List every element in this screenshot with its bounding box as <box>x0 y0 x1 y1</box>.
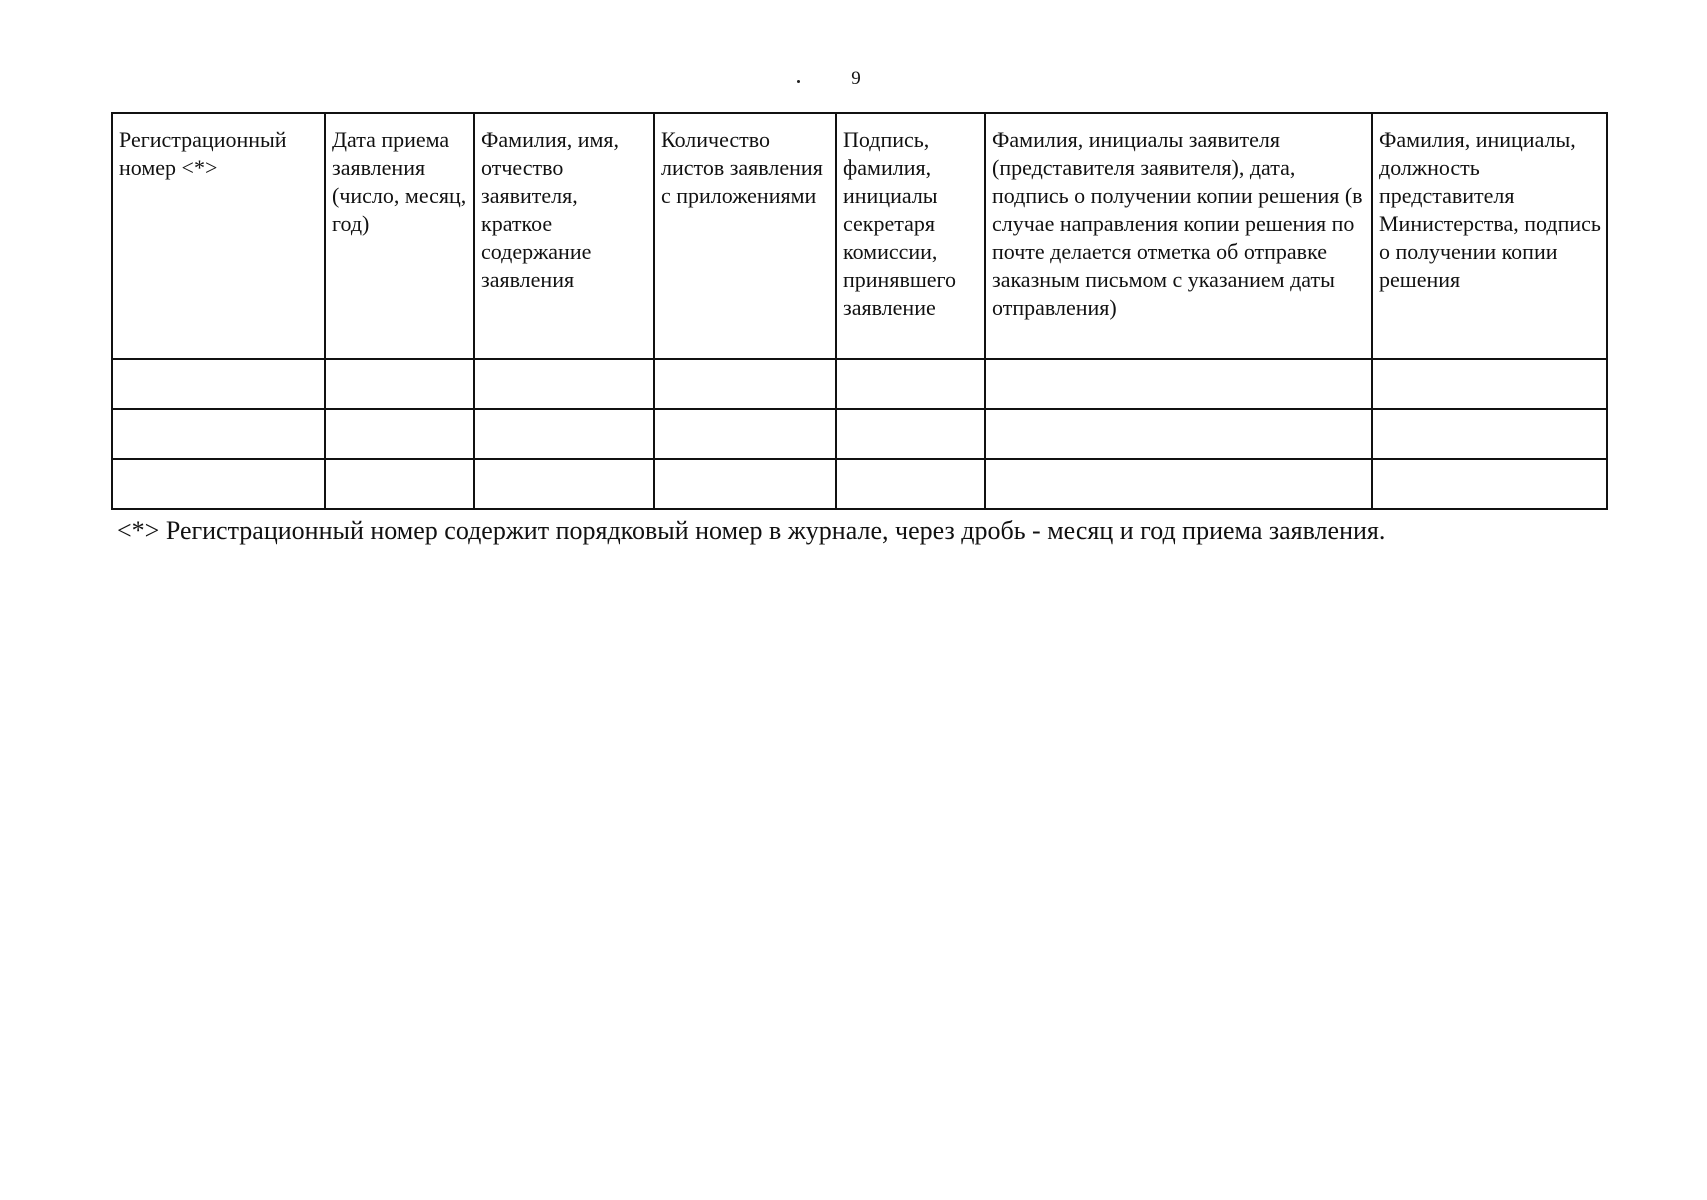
table-cell <box>325 409 474 459</box>
table-cell <box>836 359 985 409</box>
table-cell <box>325 359 474 409</box>
table-cell <box>654 409 836 459</box>
table-cell <box>325 459 474 509</box>
scan-dot-mark <box>797 80 800 83</box>
table-cell <box>985 359 1372 409</box>
table-cell <box>1372 359 1607 409</box>
table-row <box>112 359 1607 409</box>
footnote: <*> Регистрационный номер содержит порядковый номер в журнале, через дробь - месяц и год приема заявления. <box>117 516 1386 545</box>
column-header-registration-number: Регистрационный номер <*> <box>112 113 325 359</box>
table-cell <box>654 459 836 509</box>
table-cell <box>654 359 836 409</box>
table-row <box>112 459 1607 509</box>
table-cell <box>836 459 985 509</box>
table-cell <box>985 459 1372 509</box>
table-cell <box>112 409 325 459</box>
column-header-applicant-receipt: Фамилия, инициалы заявителя (представителя заявителя), дата, подпись о получении копии решения (в случае направления копии решения по почте делается отметка об отправке заказным письмом с указанием даты отправления) <box>985 113 1372 359</box>
column-header-sheet-count: Количество листов заявления с приложениями <box>654 113 836 359</box>
table-cell <box>836 409 985 459</box>
column-header-secretary-signature: Подпись, фамилия, инициалы секретаря комиссии, принявшего заявление <box>836 113 985 359</box>
table-cell <box>112 359 325 409</box>
table-cell <box>1372 459 1607 509</box>
column-header-receipt-date: Дата приема заявления (число, месяц, год) <box>325 113 474 359</box>
table-row <box>112 409 1607 459</box>
table-cell <box>112 459 325 509</box>
table-header-row <box>112 113 1607 359</box>
table-cell <box>985 409 1372 459</box>
column-header-applicant-name: Фамилия, имя, отчество заявителя, краткое содержание заявления <box>474 113 654 359</box>
page-number: 9 <box>851 68 861 89</box>
table-cell <box>474 359 654 409</box>
table-cell <box>1372 409 1607 459</box>
table-cell <box>474 409 654 459</box>
table-cell <box>474 459 654 509</box>
column-header-ministry-representative: Фамилия, инициалы, должность представителя Министерства, подпись о получении копии решения <box>1372 113 1607 359</box>
registration-journal-table <box>111 112 1608 510</box>
